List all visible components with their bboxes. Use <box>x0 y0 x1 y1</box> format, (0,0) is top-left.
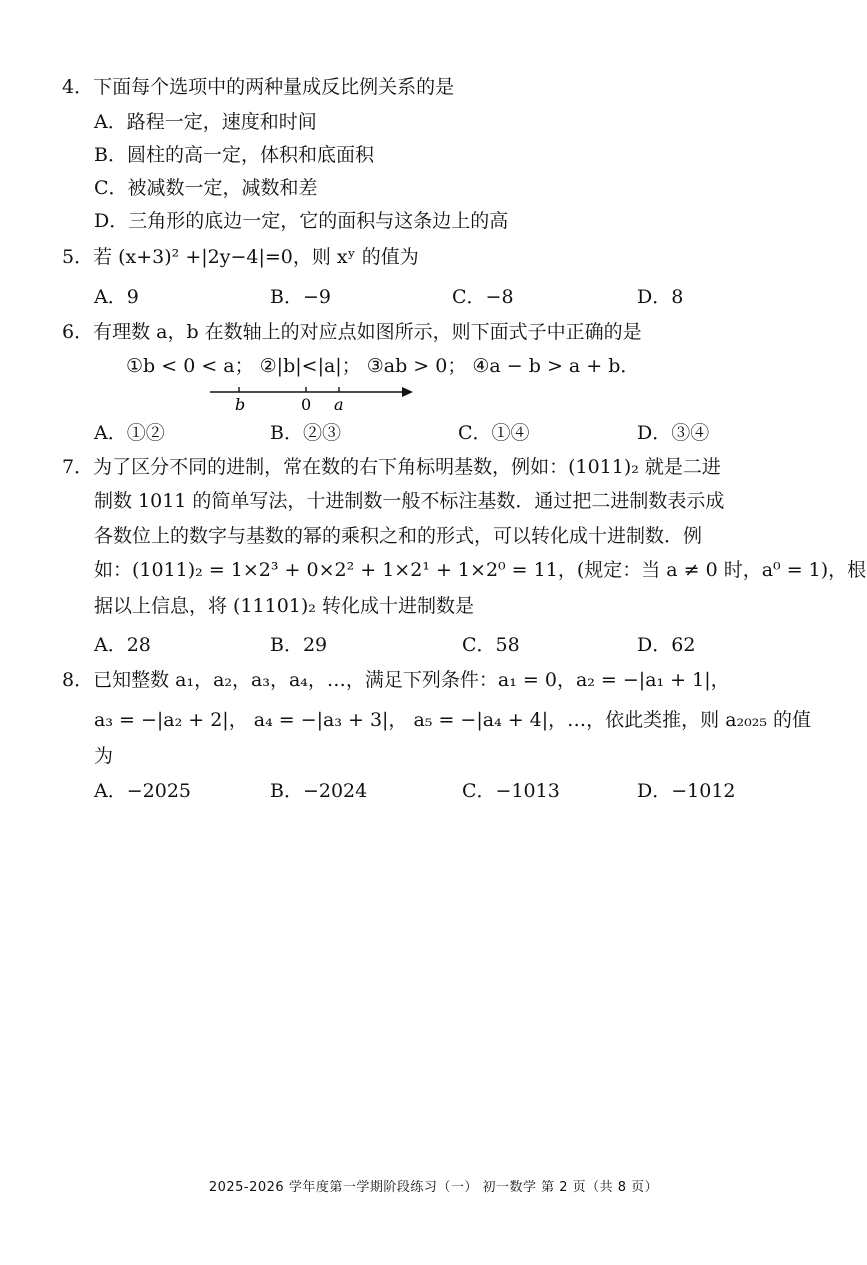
q8-option-d: D．−1012 <box>637 780 736 802</box>
q6-option-d: D．③④ <box>637 422 710 444</box>
q6-option-b: B．②③ <box>270 422 341 444</box>
q6-option-c: C．①④ <box>458 422 530 444</box>
axis-label-a: a <box>334 395 344 414</box>
q5-option-a: A．9 <box>94 286 139 308</box>
q8-option-a: A．−2025 <box>94 780 191 802</box>
number-line-arrow <box>402 387 413 397</box>
q5-stem: 5．若 (x+3)² +|2y−4|=0，则 xʸ 的值为 <box>62 246 419 268</box>
q4-option-b: B．圆柱的高一定，体积和底面积 <box>94 144 374 166</box>
page-footer: 2025-2026 学年度第一学期阶段练习（一） 初一数学 第 2 页（共 8 页） <box>208 1180 659 1195</box>
q8-option-c: C．−1013 <box>462 780 560 802</box>
q4-stem: 4．下面每个选项中的两种量成反比例关系的是 <box>62 76 455 98</box>
q8-option-b: B．−2024 <box>270 780 368 802</box>
axis-label-zero: 0 <box>301 395 312 414</box>
q7-line-1: 7．为了区分不同的进制，常在数的右下角标明基数，例如：(1011)₂ 就是二进 <box>62 456 721 478</box>
q7-line-5: 据以上信息，将 (11101)₂ 转化成十进制数是 <box>94 595 474 617</box>
q8-line-2: a₃ = −|a₂ + 2|， a₄ = −|a₃ + 3|， a₅ = −|a₄ + 4|，…，依此类推，则 a₂₀₂₅ 的值 <box>94 709 812 731</box>
q7-line-3: 各数位上的数字与基数的幂的乘积之和的形式，可以转化成十进制数．例 <box>94 525 703 547</box>
q6-conditions: ①b < 0 < a； ②|b|<|a|； ③ab > 0； ④a − b > a + b． <box>126 355 640 377</box>
axis-label-b: b <box>235 395 246 414</box>
q7-line-2: 制数 1011 的简单写法，十进制数一般不标注基数．通过把二进制数表示成 <box>94 490 725 512</box>
q7-option-d: D．62 <box>637 634 696 656</box>
q4-option-a: A．路程一定，速度和时间 <box>94 111 317 133</box>
q5-option-c: C．−8 <box>452 286 514 308</box>
q7-option-a: A．28 <box>94 634 151 656</box>
q8-line-3: 为 <box>94 745 114 767</box>
q7-option-b: B．29 <box>270 634 328 656</box>
q8-line-1: 8．已知整数 a₁，a₂，a₃，a₄，…，满足下列条件：a₁ = 0，a₂ = −|a₁ + 1|， <box>62 669 730 691</box>
q4-option-c: C．被减数一定，减数和差 <box>94 177 318 199</box>
q4-option-d: D．三角形的底边一定，它的面积与这条边上的高 <box>94 210 509 232</box>
q5-option-d: D．8 <box>637 286 684 308</box>
q6-option-a: A．①② <box>94 422 165 444</box>
q5-option-b: B．−9 <box>270 286 331 308</box>
q7-option-c: C．58 <box>462 634 520 656</box>
number-line-figure <box>205 380 425 414</box>
q7-line-4: 如：(1011)₂ = 1×2³ + 0×2² + 1×2¹ + 1×2⁰ = 11，(规定：当 a ≠ 0 时，a⁰ = 1)，根 <box>94 559 867 581</box>
q6-stem: 6．有理数 a，b 在数轴上的对应点如图所示，则下面式子中正确的是 <box>62 321 642 343</box>
